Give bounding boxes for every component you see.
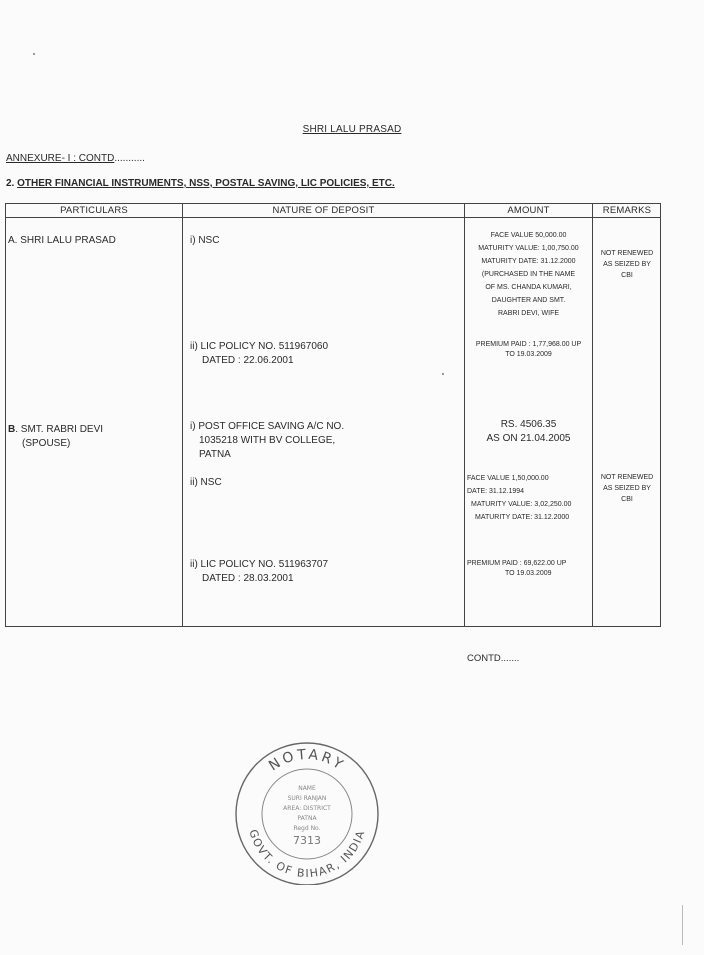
header-divider xyxy=(6,217,660,218)
section-heading xyxy=(6,178,395,189)
lic-policy-dated: DATED : 22.06.2001 xyxy=(202,355,294,366)
remarks-line: AS SEIZED BY xyxy=(603,485,651,492)
deposit-lalu-lic xyxy=(190,340,328,368)
amount-rabri-post xyxy=(465,418,592,446)
particular-rabri-prefix: B xyxy=(8,424,16,435)
particular-rabri-name: . SMT. RABRI DEVI xyxy=(15,424,104,435)
deposit-lalu-nsc: i) NSC xyxy=(190,235,220,246)
amount-line: FACE VALUE 50,000.00 xyxy=(490,232,567,239)
header-nature-of-deposit: NATURE OF DEPOSIT xyxy=(272,205,375,216)
post-line: i) POST OFFICE SAVING A/C NO. xyxy=(190,421,345,432)
seal-bottom-text: GOVT. OF BIHAR, INDIA xyxy=(246,827,368,881)
amount-line: TO 19.03.2009 xyxy=(505,351,552,358)
seal-inner-line: SURI RANJAN xyxy=(287,795,327,802)
notary-seal xyxy=(232,740,382,890)
lic-policy-label: ii) LIC POLICY NO. 511963707 xyxy=(190,559,329,570)
deposit-rabri-lic xyxy=(190,558,328,586)
seal-inner-line: Regd No. xyxy=(293,825,321,832)
seal-inner-line: PATNA xyxy=(297,815,317,822)
seal-inner-number: 7313 xyxy=(293,834,321,847)
deposit-rabri-nsc: ii) NSC xyxy=(190,477,222,488)
scan-speck xyxy=(33,53,35,55)
particular-rabri xyxy=(8,423,103,451)
amount-line: MATURITY VALUE: 1,00,750.00 xyxy=(478,245,579,252)
amount-line: RS. 4506.35 xyxy=(500,419,557,430)
financial-instruments-table xyxy=(5,203,661,627)
amount-line: PREMIUM PAID : 69,622.00 UP xyxy=(467,560,567,567)
header-remarks: REMARKS xyxy=(602,205,652,216)
amount-lalu-nsc xyxy=(465,229,592,320)
seal-top-text: NOTARY xyxy=(266,746,348,775)
column-divider xyxy=(182,204,183,626)
seal-inner-line: AREA: DISTRICT xyxy=(283,805,331,812)
scan-edge-mark xyxy=(682,905,683,945)
remarks-line: NOT RENEWED xyxy=(600,474,654,481)
annexure-label: ANNEXURE- I : CONTD xyxy=(6,153,115,164)
amount-line: PREMIUM PAID : 1,77,968.00 UP xyxy=(475,341,582,348)
amount-rabri-nsc xyxy=(467,472,592,524)
amount-line: (PURCHASED IN THE NAME xyxy=(481,271,576,278)
particular-rabri-relation: (SPOUSE) xyxy=(22,438,71,449)
amount-line: MATURITY VALUE: 3,02,250.00 xyxy=(471,501,572,508)
remarks-rabri-nsc xyxy=(593,472,661,505)
remarks-line: CBI xyxy=(621,272,633,279)
amount-rabri-lic xyxy=(467,559,592,579)
amount-line: FACE VALUE 1,50,000.00 xyxy=(467,475,549,482)
annexure-dots: ........... xyxy=(114,153,145,164)
amount-line: OF MS. CHANDA KUMARI, xyxy=(485,284,572,291)
section-title: OTHER FINANCIAL INSTRUMENTS, NSS, POSTAL SAVING, LIC POLICIES, ETC. xyxy=(17,178,395,189)
remarks-line: AS SEIZED BY xyxy=(603,261,651,268)
amount-line: MATURITY DATE: 31.12.2000 xyxy=(475,514,570,521)
particular-lalu: A. SHRI LALU PRASAD xyxy=(8,235,116,246)
remarks-line: CBI xyxy=(621,496,633,503)
amount-line: AS ON 21.04.2005 xyxy=(486,433,571,444)
header-amount: AMOUNT xyxy=(507,205,550,216)
scan-speck xyxy=(442,373,444,375)
amount-line: DATE: 31.12.1994 xyxy=(467,488,525,495)
document-title: SHRI LALU PRASAD xyxy=(302,124,402,135)
amount-line: DAUGHTER AND SMT. xyxy=(491,297,566,304)
lic-policy-dated: DATED : 28.03.2001 xyxy=(202,573,294,584)
seal-inner-line: NAME xyxy=(298,785,316,792)
deposit-rabri-post xyxy=(190,420,344,462)
amount-line: TO 19.03.2009 xyxy=(505,570,552,577)
continued-note: CONTD....... xyxy=(467,653,520,664)
remarks-lalu-nsc xyxy=(593,248,661,281)
annexure-heading xyxy=(6,153,145,164)
amount-line: RABRI DEVI, WIFE xyxy=(497,310,560,317)
amount-line: MATURITY DATE: 31.12.2000 xyxy=(481,258,576,265)
header-particulars: PARTICULARS xyxy=(60,205,128,216)
amount-lalu-lic xyxy=(465,340,592,360)
lic-policy-label: ii) LIC POLICY NO. 511967060 xyxy=(190,341,329,352)
svg-text:NOTARY xyxy=(266,747,348,775)
post-line: 1035218 WITH BV COLLEGE, xyxy=(199,435,336,446)
post-line: PATNA xyxy=(199,449,231,460)
remarks-line: NOT RENEWED xyxy=(600,250,654,257)
section-number: 2. xyxy=(6,178,15,189)
